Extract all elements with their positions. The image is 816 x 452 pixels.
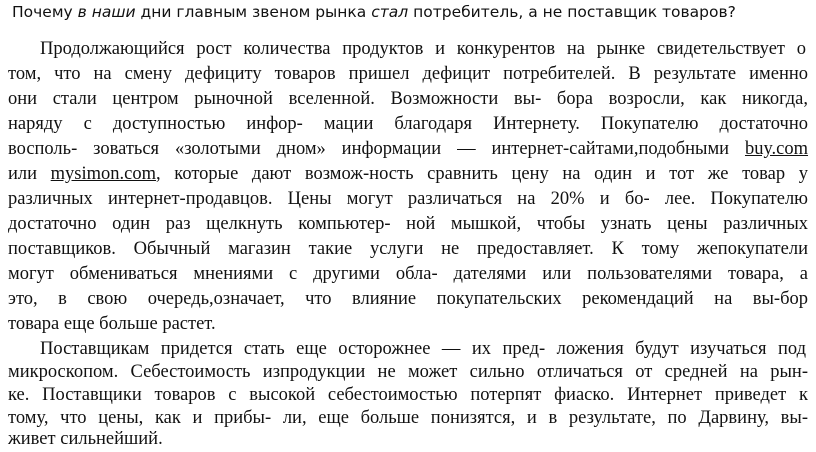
- paragraph-line: ке. Поставщики товаров с высокой себестоимостью потерпят фиаско. Интернет приведет к: [8, 385, 808, 405]
- paragraph-line: тому, что цены, как и прибы- ли, еще больше понизятся, и в результате, по Дарвину, вы-: [8, 408, 808, 428]
- heading-text-1: Почему: [12, 3, 78, 21]
- paragraph-line-text: или: [8, 164, 38, 184]
- paragraph-line: наряду с доступностью инфор- мации благодаря Интернету. Покупателю достаточно: [8, 114, 808, 134]
- paragraph-line: [8, 138, 808, 160]
- paragraph-line-text: восполь- зоваться «золотыми дном» информации — интернет-сайтами,подобными: [8, 139, 730, 159]
- paragraph-line: поставщиков. Обычный магазин такие услуги не предоставляет. К тому жепокупатели: [8, 239, 808, 259]
- paragraph-line-text: , которые дают возмож-ность сравнить цену на один и тот же товар у: [156, 164, 809, 184]
- paragraph-line: могут обмениваться мнениями с другими обла- дателями или пользователями товара, а: [8, 264, 808, 284]
- question-heading: [12, 2, 812, 22]
- heading-text-3: потребитель, а не поставщик товаров?: [408, 3, 736, 21]
- mysimon-com-link[interactable]: mysimon.com: [50, 164, 157, 184]
- buy-com-link[interactable]: buy.com: [744, 139, 809, 159]
- paragraph-line: [8, 163, 808, 185]
- paragraph-line: товара еще больше растет.: [8, 314, 216, 334]
- paragraph-line: они стали центром рыночной вселенной. Возможности вы- бора возросли, как никогда,: [8, 89, 808, 109]
- paragraph-line: том, что на смену дефициту товаров пришел дефицит потребителей. В результате именно: [8, 64, 808, 84]
- paragraph-line: Продолжающийся рост количества продуктов и конкурентов на рынке свидетельствует о: [40, 39, 806, 59]
- paragraph-line: это, в свою очередь,означает, что влияние покупательских рекомендаций на вы-бор: [8, 289, 808, 309]
- heading-italic-1: в наши: [77, 3, 136, 21]
- paragraph-line: достаточно один раз щелкнуть компьютер- ной мышкой, чтобы узнать цены различных: [8, 214, 808, 234]
- paragraph-line: микроскопом. Себестоимость изпродукции не может сильно отличаться от средней на рын-: [8, 362, 808, 382]
- heading-text-2: дни главным звеном рынка: [135, 3, 372, 21]
- paragraph-line: живет сильнейший.: [8, 429, 163, 449]
- paragraph-line: различных интернет-продавцов. Цены могут различаться на 20% и бо- лее. Покупателю: [8, 189, 808, 209]
- paragraph-line: Поставщикам придется стать еще осторожнее — их пред- ложения будут изучаться под: [40, 339, 806, 359]
- heading-italic-2: стал: [371, 3, 409, 21]
